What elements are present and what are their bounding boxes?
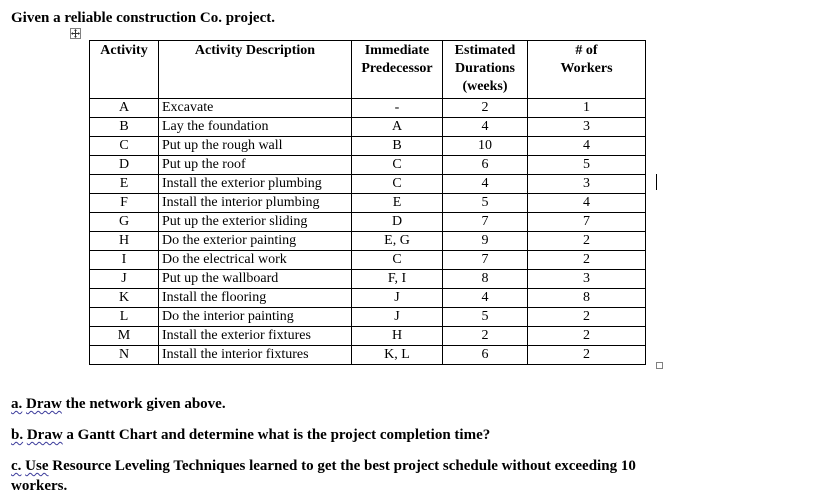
cell-workers: 4	[528, 137, 646, 156]
cell-activity: L	[90, 308, 159, 327]
cell-description: Put up the wallboard	[159, 270, 352, 289]
cell-duration: 5	[443, 194, 528, 213]
header-predecessor: Immediate Predecessor	[352, 41, 443, 99]
cell-activity: F	[90, 194, 159, 213]
table-row	[90, 213, 646, 232]
cell-description: Put up the exterior sliding	[159, 213, 352, 232]
cell-duration: 6	[443, 346, 528, 365]
cell-activity: G	[90, 213, 159, 232]
cell-activity: A	[90, 99, 159, 118]
table-row	[90, 327, 646, 346]
cell-workers: 3	[528, 175, 646, 194]
cell-predecessor: C	[352, 251, 443, 270]
cell-activity: J	[90, 270, 159, 289]
table-body	[90, 99, 646, 365]
table-row	[90, 156, 646, 175]
cell-duration: 7	[443, 213, 528, 232]
table-row	[90, 251, 646, 270]
cell-workers: 5	[528, 156, 646, 175]
cell-duration: 8	[443, 270, 528, 289]
question-a: a. Draw the network given above.	[11, 396, 226, 412]
table-header-row	[90, 41, 646, 99]
cell-workers: 2	[528, 327, 646, 346]
cell-workers: 4	[528, 194, 646, 213]
cell-activity: K	[90, 289, 159, 308]
cell-duration: 5	[443, 308, 528, 327]
table-row	[90, 346, 646, 365]
table-resize-handle-icon[interactable]	[656, 362, 663, 369]
cell-predecessor: C	[352, 156, 443, 175]
table-row	[90, 137, 646, 156]
header-activity: Activity	[90, 41, 159, 99]
cell-predecessor: -	[352, 99, 443, 118]
project-activity-table	[89, 40, 646, 365]
cell-description: Install the flooring	[159, 289, 352, 308]
table-row	[90, 194, 646, 213]
cell-activity: I	[90, 251, 159, 270]
cell-duration: 6	[443, 156, 528, 175]
cell-description: Install the interior fixtures	[159, 346, 352, 365]
cell-workers: 3	[528, 118, 646, 137]
header-workers: # of Workers	[528, 41, 646, 99]
cell-workers: 2	[528, 251, 646, 270]
cell-duration: 4	[443, 118, 528, 137]
cell-description: Install the interior plumbing	[159, 194, 352, 213]
table-row	[90, 308, 646, 327]
cell-predecessor: C	[352, 175, 443, 194]
cell-predecessor: H	[352, 327, 443, 346]
cell-description: Do the interior painting	[159, 308, 352, 327]
table-row	[90, 99, 646, 118]
text-cursor	[656, 174, 657, 190]
cell-predecessor: J	[352, 289, 443, 308]
cell-description: Put up the roof	[159, 156, 352, 175]
cell-duration: 10	[443, 137, 528, 156]
table-row	[90, 118, 646, 137]
cell-description: Install the exterior fixtures	[159, 327, 352, 346]
cell-workers: 2	[528, 346, 646, 365]
cell-description: Put up the rough wall	[159, 137, 352, 156]
cell-description: Lay the foundation	[159, 118, 352, 137]
cell-predecessor: K, L	[352, 346, 443, 365]
cell-workers: 2	[528, 308, 646, 327]
question-c: c. Use Resource Leveling Techniques learned to get the best project schedule without exceeding 10	[11, 458, 636, 474]
header-description: Activity Description	[159, 41, 352, 99]
cell-predecessor: J	[352, 308, 443, 327]
cell-activity: B	[90, 118, 159, 137]
cell-activity: H	[90, 232, 159, 251]
cell-activity: N	[90, 346, 159, 365]
cell-workers: 8	[528, 289, 646, 308]
cell-predecessor: F, I	[352, 270, 443, 289]
cell-activity: M	[90, 327, 159, 346]
cell-workers: 2	[528, 232, 646, 251]
table-row	[90, 175, 646, 194]
cell-predecessor: D	[352, 213, 443, 232]
cell-description: Do the electrical work	[159, 251, 352, 270]
cell-workers: 3	[528, 270, 646, 289]
cell-activity: D	[90, 156, 159, 175]
cell-workers: 1	[528, 99, 646, 118]
cell-workers: 7	[528, 213, 646, 232]
cell-predecessor: B	[352, 137, 443, 156]
table-move-handle-icon[interactable]	[70, 28, 81, 39]
cell-activity: E	[90, 175, 159, 194]
cell-predecessor: A	[352, 118, 443, 137]
cell-predecessor: E, G	[352, 232, 443, 251]
cell-description: Excavate	[159, 99, 352, 118]
table-row	[90, 289, 646, 308]
cell-activity: C	[90, 137, 159, 156]
page-title: Given a reliable construction Co. project.	[11, 10, 275, 26]
table-row	[90, 232, 646, 251]
question-c-continued: workers.	[11, 478, 68, 494]
cell-duration: 2	[443, 327, 528, 346]
header-duration: Estimated Durations (weeks)	[443, 41, 528, 99]
cell-duration: 4	[443, 175, 528, 194]
cell-duration: 2	[443, 99, 528, 118]
cell-description: Install the exterior plumbing	[159, 175, 352, 194]
cell-description: Do the exterior painting	[159, 232, 352, 251]
cell-duration: 9	[443, 232, 528, 251]
cell-predecessor: E	[352, 194, 443, 213]
cell-duration: 4	[443, 289, 528, 308]
question-b: b. Draw a Gantt Chart and determine what is the project completion time?	[11, 427, 491, 443]
table-row	[90, 270, 646, 289]
cell-duration: 7	[443, 251, 528, 270]
